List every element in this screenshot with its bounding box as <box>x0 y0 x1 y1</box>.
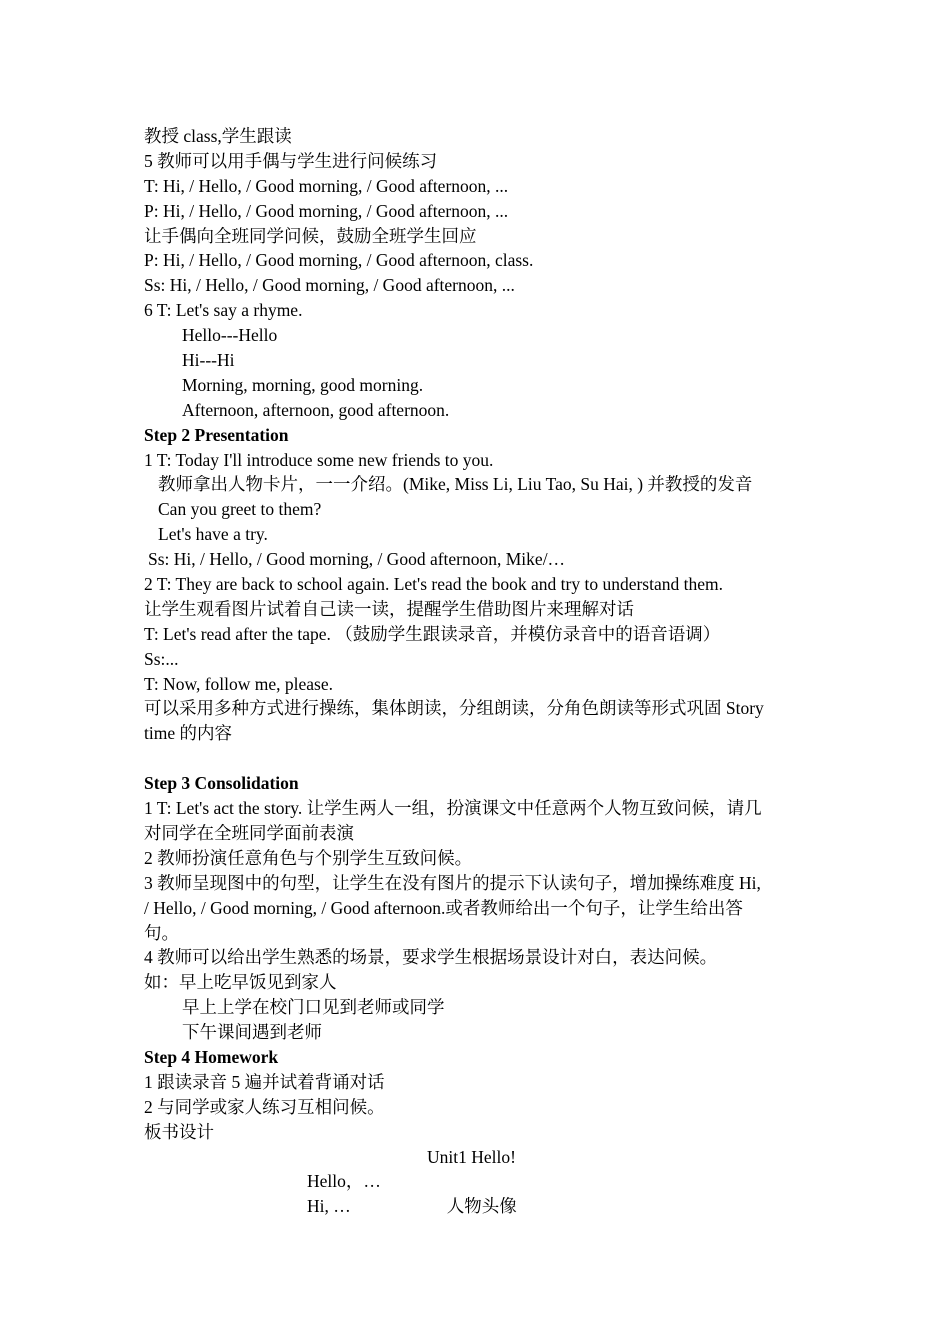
dialogue-line: P: Hi, / Hello, / Good morning, / Good afternoon, class. <box>144 250 534 271</box>
blackboard-design <box>144 1145 814 1220</box>
text-line: 下午课间遇到老师 <box>182 1022 322 1043</box>
section-heading-homework: Step 4 Homework <box>144 1046 279 1067</box>
rhyme-line: Hello---Hello <box>182 325 278 346</box>
dialogue-line: P: Hi, / Hello, / Good morning, / Good afternoon, ... <box>144 200 509 221</box>
text-line: 让学生观看图片试着自己读一读，提醒学生借助图片来理解对话 <box>144 598 634 619</box>
dialogue-line: 6 T: Let's say a rhyme. <box>144 300 303 321</box>
text-line: 5 教师可以用手偶与学生进行问候练习 <box>144 150 438 171</box>
board-row-right: 人物头像 <box>446 1196 517 1217</box>
text-line: 句。 <box>144 922 179 943</box>
section-heading-presentation: Step 2 Presentation <box>144 424 289 445</box>
text-line: 早上上学在校门口见到老师或同学 <box>182 997 445 1018</box>
text-line: 1 跟读录音 5 遍并试着背诵对话 <box>144 1071 385 1092</box>
text-line: 如：早上吃早饭见到家人 <box>144 972 337 993</box>
text-line: 教师拿出人物卡片，一一介绍。(Mike, Miss Li, Liu Tao, Su Hai, ) 并教授的发音 <box>158 474 753 495</box>
board-row: Hello，… <box>307 1171 381 1192</box>
text-line: / Hello, / Good morning, / Good afternoon.或者教师给出一个句子，让学生给出答 <box>144 897 743 918</box>
rhyme-line: Hi---Hi <box>182 350 235 371</box>
blank-line <box>144 746 814 771</box>
text-line: 让手偶向全班同学问候，鼓励全班学生回应 <box>144 225 477 246</box>
text-line: 3 教师呈现图中的句型，让学生在没有图片的提示下认读句子，增加操练难度 Hi, <box>144 872 761 893</box>
rhyme-line: Afternoon, afternoon, good afternoon. <box>182 399 450 420</box>
board-row-left: Hi, … <box>307 1196 351 1217</box>
dialogue-line: 2 T: They are back to school again. Let's read the book and try to understand them. <box>144 574 723 595</box>
dialogue-line: T: Now, follow me, please. <box>144 673 333 694</box>
section-heading-consolidation: Step 3 Consolidation <box>144 773 299 794</box>
text-line: time 的内容 <box>144 723 232 744</box>
dialogue-line: T: Let's read after the tape. （鼓励学生跟读录音，并模仿录音中的语音语调） <box>144 623 721 644</box>
dialogue-line: Can you greet to them? <box>158 499 322 520</box>
dialogue-line: T: Hi, / Hello, / Good morning, / Good afternoon, ... <box>144 175 509 196</box>
dialogue-line: Ss: Hi, / Hello, / Good morning, / Good afternoon, ... <box>144 275 515 296</box>
text-line: 4 教师可以给出学生熟悉的场景，要求学生根据场景设计对白，表达问候。 <box>144 947 718 968</box>
text-line: 对同学在全班同学面前表演 <box>144 822 354 843</box>
board-design-label: 板书设计 <box>144 1121 214 1142</box>
rhyme-line: Morning, morning, good morning. <box>182 374 424 395</box>
text-line: 2 与同学或家人练习互相问候。 <box>144 1096 385 1117</box>
dialogue-line: Let's have a try. <box>158 524 268 545</box>
text-line: 1 T: Let's act the story. 让学生两人一组，扮演课文中任意两个人物互致问候，请几 <box>144 798 762 819</box>
text-line: 教授 class,学生跟读 <box>144 126 292 146</box>
lesson-plan-page <box>144 124 814 1219</box>
board-row <box>144 1194 814 1219</box>
dialogue-line: Ss:... <box>144 648 179 669</box>
text-line: 2 教师扮演任意角色与个别学生互致问候。 <box>144 847 473 868</box>
dialogue-line: Ss: Hi, / Hello, / Good morning, / Good afternoon, Mike/… <box>148 549 566 570</box>
text-line: 可以采用多种方式进行操练，集体朗读，分组朗读，分角色朗读等形式巩固 Story <box>144 698 764 719</box>
board-title: Unit1 Hello! <box>427 1146 516 1167</box>
dialogue-line: 1 T: Today I'll introduce some new friends to you. <box>144 449 494 470</box>
